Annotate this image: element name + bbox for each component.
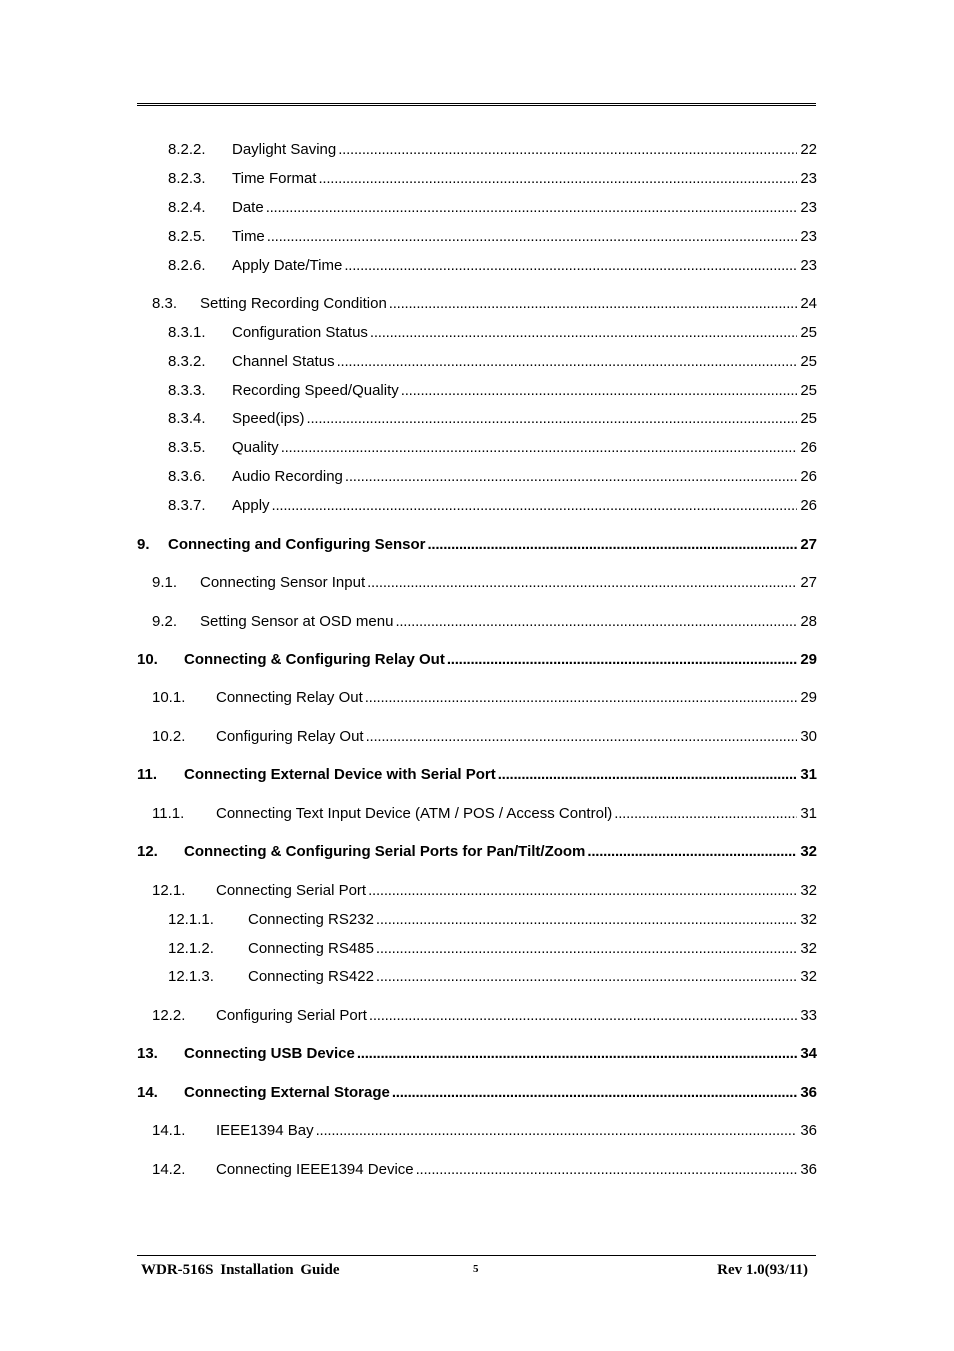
toc-dot-leader — [365, 688, 798, 708]
toc-dot-leader — [401, 381, 798, 401]
toc-dot-leader — [345, 467, 797, 487]
toc-entry-number: 8.3.3. — [168, 382, 206, 399]
toc-entry-title: Apply — [232, 497, 270, 514]
toc-entry-title: Connecting Text Input Device (ATM / POS / Access Control) — [216, 805, 613, 822]
toc-entry-number: 8.3. — [152, 295, 178, 312]
toc-entry-title: Setting Recording Condition — [200, 295, 387, 312]
toc-entry-page: 29 — [800, 651, 817, 668]
toc-entry-page: 36 — [800, 1122, 817, 1139]
toc-entry-number: 11.1. — [152, 805, 185, 822]
toc-entry-number: 9.1. — [152, 574, 178, 591]
toc-entry-title: IEEE1394 Bay — [216, 1122, 314, 1139]
toc-dot-leader — [307, 409, 798, 429]
toc-dot-leader — [357, 1044, 797, 1064]
page-footer — [137, 1262, 816, 1284]
toc-entry[interactable] — [137, 1083, 817, 1103]
toc-entry-number: 14.1. — [152, 1122, 186, 1139]
toc-entry-number: 10.1. — [152, 689, 186, 706]
toc-entry-page: 26 — [800, 468, 817, 485]
toc-entry-number: 10.2. — [152, 728, 186, 745]
toc-entry-page: 24 — [800, 295, 817, 312]
toc-entry[interactable] — [137, 612, 817, 632]
toc-dot-leader — [267, 227, 798, 247]
toc-entry-title: Connecting External Storage — [184, 1084, 390, 1101]
toc-entry[interactable] — [137, 1121, 817, 1141]
toc-entry-number: 8.2.6. — [168, 257, 206, 274]
toc-entry[interactable] — [137, 140, 817, 160]
toc-entry-page: 32 — [800, 911, 817, 928]
toc-entry-page: 32 — [800, 940, 817, 957]
toc-entry-page: 23 — [800, 257, 817, 274]
toc-entry-number: 8.2.2. — [168, 141, 206, 158]
toc-entry[interactable] — [137, 939, 817, 959]
toc-dot-leader — [266, 198, 798, 218]
toc-entry-page: 26 — [800, 497, 817, 514]
toc-dot-leader — [389, 294, 798, 314]
toc-entry-number: 10. — [137, 651, 158, 668]
toc-dot-leader — [316, 1121, 798, 1141]
toc-entry-number: 12.1.2. — [168, 940, 214, 957]
toc-entry-page: 23 — [800, 170, 817, 187]
toc-dot-leader — [392, 1083, 797, 1103]
toc-entry-title: Speed(ips) — [232, 410, 305, 427]
toc-dot-leader — [369, 1006, 797, 1026]
toc-entry-number: 8.2.5. — [168, 228, 206, 245]
toc-entry[interactable] — [137, 227, 817, 247]
toc-entry-title: Connecting & Configuring Relay Out — [184, 651, 445, 668]
toc-entry-page: 27 — [800, 574, 817, 591]
toc-entry[interactable] — [137, 409, 817, 429]
toc-entry[interactable] — [137, 573, 817, 593]
toc-entry-number: 11. — [137, 766, 158, 783]
toc-entry-number: 12.1.1. — [168, 911, 214, 928]
toc-dot-leader — [587, 842, 797, 862]
toc-entry-page: 36 — [800, 1161, 817, 1178]
toc-entry[interactable] — [137, 727, 817, 747]
toc-entry-number: 14.2. — [152, 1161, 186, 1178]
toc-dot-leader — [281, 438, 798, 458]
toc-entry[interactable] — [137, 438, 817, 458]
toc-entry-title: Connecting and Configuring Sensor — [168, 536, 426, 553]
toc-entry-page: 29 — [800, 689, 817, 706]
footer-revision: Rev 1.0(93/11) — [717, 1262, 808, 1278]
toc-entry-page: 30 — [800, 728, 817, 745]
toc-entry-page: 33 — [800, 1007, 817, 1024]
toc-entry-page: 23 — [800, 199, 817, 216]
toc-entry-page: 25 — [800, 324, 817, 341]
toc-dot-leader — [416, 1160, 798, 1180]
toc-entry[interactable] — [137, 294, 817, 314]
toc-entry-number: 8.3.6. — [168, 468, 206, 485]
toc-entry-title: Connecting Sensor Input — [200, 574, 366, 591]
toc-entry-number: 8.3.2. — [168, 353, 206, 370]
toc-entry-page: 25 — [800, 353, 817, 370]
toc-dot-leader — [376, 939, 797, 959]
toc-dot-leader — [376, 910, 797, 930]
toc-entry[interactable] — [137, 967, 817, 987]
toc-entry-page: 22 — [800, 141, 817, 158]
toc-entry-number: 13. — [137, 1045, 158, 1062]
toc-entry-title: Connecting RS232 — [248, 911, 374, 928]
toc-entry[interactable] — [137, 256, 817, 276]
toc-entry[interactable] — [137, 496, 817, 516]
toc-entry[interactable] — [137, 765, 817, 785]
toc-entry[interactable] — [137, 688, 817, 708]
toc-dot-leader — [370, 323, 797, 343]
toc-entry[interactable] — [137, 467, 817, 487]
toc-dot-leader — [337, 352, 798, 372]
toc-entry-title: Date — [232, 199, 264, 216]
toc-entry-number: 12.1.3. — [168, 968, 214, 985]
toc-dot-leader — [366, 727, 798, 747]
toc-entry-page: 23 — [800, 228, 817, 245]
toc-entry-title: Setting Sensor at OSD menu — [200, 613, 394, 630]
toc-entry-title: Recording Speed/Quality — [232, 382, 399, 399]
table-of-contents — [137, 0, 817, 1351]
toc-entry[interactable] — [137, 323, 817, 343]
toc-entry-number: 8.3.5. — [168, 439, 206, 456]
toc-entry-title: Configuration Status — [232, 324, 368, 341]
toc-dot-leader — [368, 881, 797, 901]
toc-entry-page: 25 — [800, 382, 817, 399]
toc-dot-leader — [428, 535, 798, 555]
toc-entry-title: Quality — [232, 439, 279, 456]
toc-entry[interactable] — [137, 169, 817, 189]
toc-entry-title: Audio Recording — [232, 468, 343, 485]
toc-entry[interactable] — [137, 352, 817, 372]
toc-entry-title: Configuring Relay Out — [216, 728, 364, 745]
toc-entry-title: Connecting USB Device — [184, 1045, 355, 1062]
toc-entry[interactable] — [137, 842, 817, 862]
toc-entry-title: Configuring Serial Port — [216, 1007, 367, 1024]
toc-entry-title: Apply Date/Time — [232, 257, 343, 274]
toc-entry-title: Connecting External Device with Serial Port — [184, 766, 496, 783]
toc-entry-title: Connecting RS422 — [248, 968, 374, 985]
toc-dot-leader — [338, 140, 797, 160]
toc-entry[interactable] — [137, 910, 817, 930]
toc-entry-number: 9. — [137, 536, 150, 553]
toc-dot-leader — [498, 765, 798, 785]
toc-entry-page: 36 — [800, 1084, 817, 1101]
toc-entry-number: 8.2.4. — [168, 199, 206, 216]
toc-entry-number: 8.2.3. — [168, 170, 206, 187]
toc-entry-number: 9.2. — [152, 613, 178, 630]
toc-entry-page: 26 — [800, 439, 817, 456]
toc-entry-page: 32 — [800, 968, 817, 985]
toc-entry-number: 8.3.7. — [168, 497, 206, 514]
toc-entry-page: 32 — [800, 843, 817, 860]
footer-rule — [137, 1255, 816, 1256]
toc-entry-title: Channel Status — [232, 353, 335, 370]
toc-entry-page: 32 — [800, 882, 817, 899]
toc-entry-title: Connecting Relay Out — [216, 689, 363, 706]
toc-entry-page: 34 — [800, 1045, 817, 1062]
toc-dot-leader — [318, 169, 797, 189]
toc-entry-title: Connecting IEEE1394 Device — [216, 1161, 414, 1178]
toc-entry-title: Daylight Saving — [232, 141, 337, 158]
toc-entry[interactable] — [137, 804, 817, 824]
toc-entry-number: 8.3.4. — [168, 410, 206, 427]
toc-entry[interactable] — [137, 1160, 817, 1180]
toc-entry-number: 12.2. — [152, 1007, 186, 1024]
toc-entry-title: Connecting RS485 — [248, 940, 374, 957]
footer-doc-title: WDR-516S Installation Guide — [141, 1262, 340, 1278]
toc-entry[interactable] — [137, 535, 817, 555]
toc-entry-number: 12. — [137, 843, 158, 860]
toc-entry-number: 12.1. — [152, 882, 186, 899]
toc-entry[interactable] — [137, 1006, 817, 1026]
toc-dot-leader — [447, 650, 797, 670]
toc-entry-page: 27 — [800, 536, 817, 553]
toc-entry[interactable] — [137, 381, 817, 401]
toc-entry[interactable] — [137, 198, 817, 218]
toc-entry-page: 31 — [800, 805, 817, 822]
toc-entry-number: 8.3.1. — [168, 324, 206, 341]
footer-page-number: 5 — [473, 1263, 479, 1275]
toc-entry[interactable] — [137, 881, 817, 901]
toc-dot-leader — [344, 256, 797, 276]
toc-dot-leader — [272, 496, 798, 516]
toc-dot-leader — [395, 612, 797, 632]
toc-dot-leader — [376, 967, 797, 987]
toc-entry-title: Time — [232, 228, 265, 245]
toc-entry-title: Connecting & Configuring Serial Ports for Pan/Tilt/Zoom — [184, 843, 586, 860]
toc-entry-page: 25 — [800, 410, 817, 427]
toc-entry[interactable] — [137, 650, 817, 670]
toc-dot-leader — [614, 804, 797, 824]
toc-entry-title: Connecting Serial Port — [216, 882, 367, 899]
toc-entry-title: Time Format — [232, 170, 317, 187]
toc-entry-page: 28 — [800, 613, 817, 630]
toc-dot-leader — [367, 573, 797, 593]
toc-entry-number: 14. — [137, 1084, 158, 1101]
toc-entry-page: 31 — [800, 766, 817, 783]
toc-entry[interactable] — [137, 1044, 817, 1064]
